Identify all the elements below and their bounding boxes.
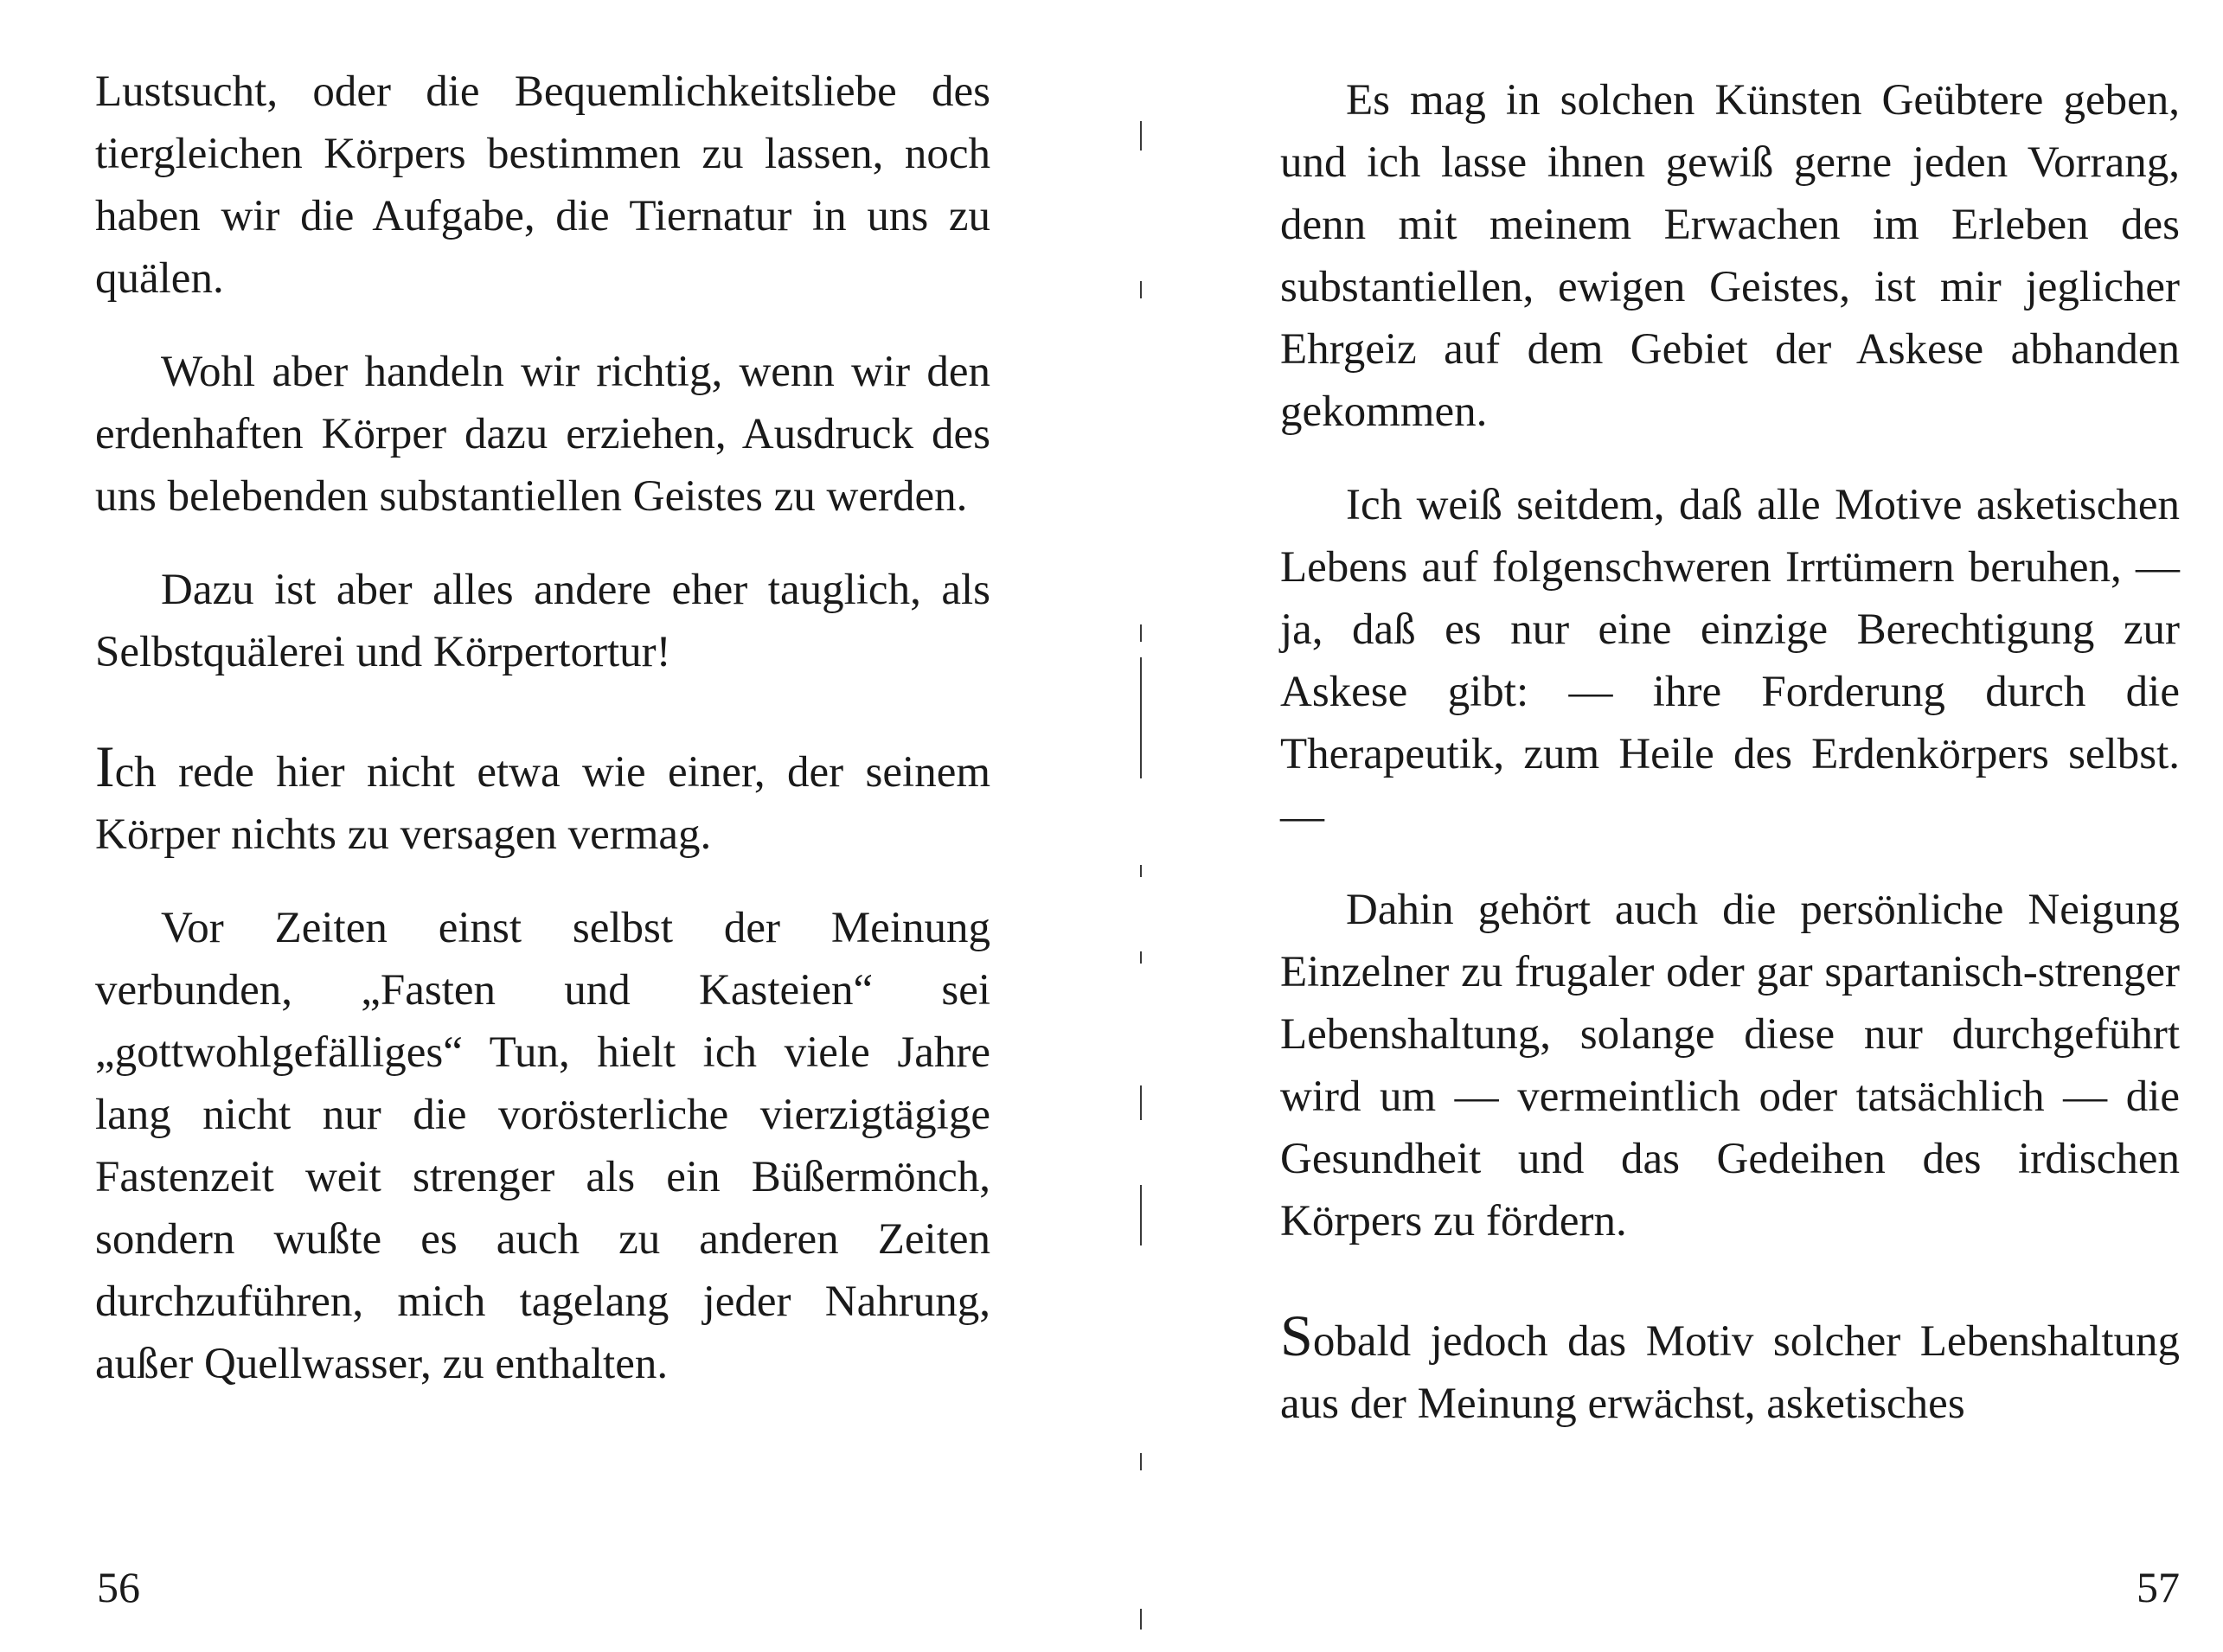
section-initial: S: [1280, 1303, 1313, 1368]
section-text: ch rede hier nicht etwa wie einer, der seinem Körper nichts zu versagen vermag.: [95, 748, 990, 859]
right-paragraph-1: Es mag in solchen Künsten Geübtere geben, und ich lasse ihnen gewiß gerne jeden Vorrang, denn mit meinem Erwachen im Erleben des substantiellen, ewigen Geistes, ist mir jeglicher Ehrgeiz auf dem Gebiet der Askese abhanden gekommen.: [1280, 76, 2180, 436]
section-initial: I: [95, 733, 115, 799]
left-paragraph-3: Dazu ist aber alles andere eher tauglich, als Selbstquälerei und Körpertortur!: [95, 566, 990, 676]
left-page-text: [95, 61, 990, 1426]
section-text: obald jedoch das Motiv solcher Lebenshaltung aus der Meinung erwächst, asketisches: [1280, 1317, 2180, 1428]
left-page-number: 56: [97, 1563, 140, 1611]
left-paragraph-5: Vor Zeiten einst selbst der Meinung verbunden, „Fasten und Kasteien“ sei „gottwohlgefälliges“ Tun, hielt ich viele Jahre lang nicht nur die vorösterliche vierzigtägige Fastenzeit weit strenger als ein Büßermönch, sondern wußte es auch zu anderen Zeiten durchzuführen, mich tagelang jeder Nahrung, außer Quellwasser, zu enthalten.: [95, 904, 990, 1388]
right-page: [1112, 0, 2223, 1652]
right-page-number: 57: [2137, 1563, 2180, 1611]
left-paragraph-4: [95, 735, 990, 866]
right-paragraph-2: Ich weiß seitdem, daß alle Motive asketischen Lebens auf folgenschweren Irrtümern beruhen, — ja, daß es nur eine einzige Berechtigung zur Askese gibt: — ihre Forderung durch die Therapeutik, zum Heile des Erdenkörpers selbst. —: [1280, 481, 2180, 841]
left-paragraph-2: Wohl aber handeln wir richtig, wenn wir den erdenhaften Körper dazu erziehen, Ausdruck des uns belebenden substantiellen Geistes zu werden.: [95, 348, 990, 521]
right-page-text: [1280, 69, 2180, 1466]
left-paragraph-1: Lustsucht, oder die Bequemlichkeitsliebe des tiergleichen Körpers bestimmen zu lassen, noch haben wir die Aufgabe, die Tiernatur in uns zu quälen.: [95, 67, 990, 303]
right-paragraph-4: [1280, 1304, 2180, 1435]
right-paragraph-3: Dahin gehört auch die persönliche Neigung Einzelner zu frugaler oder gar spartanisch-strenger Lebenshaltung, solange diese nur durchgeführt wird um — vermeintlich oder tatsächlich — die Gesundheit und das Gedeihen des irdischen Körpers zu fördern.: [1280, 886, 2180, 1245]
